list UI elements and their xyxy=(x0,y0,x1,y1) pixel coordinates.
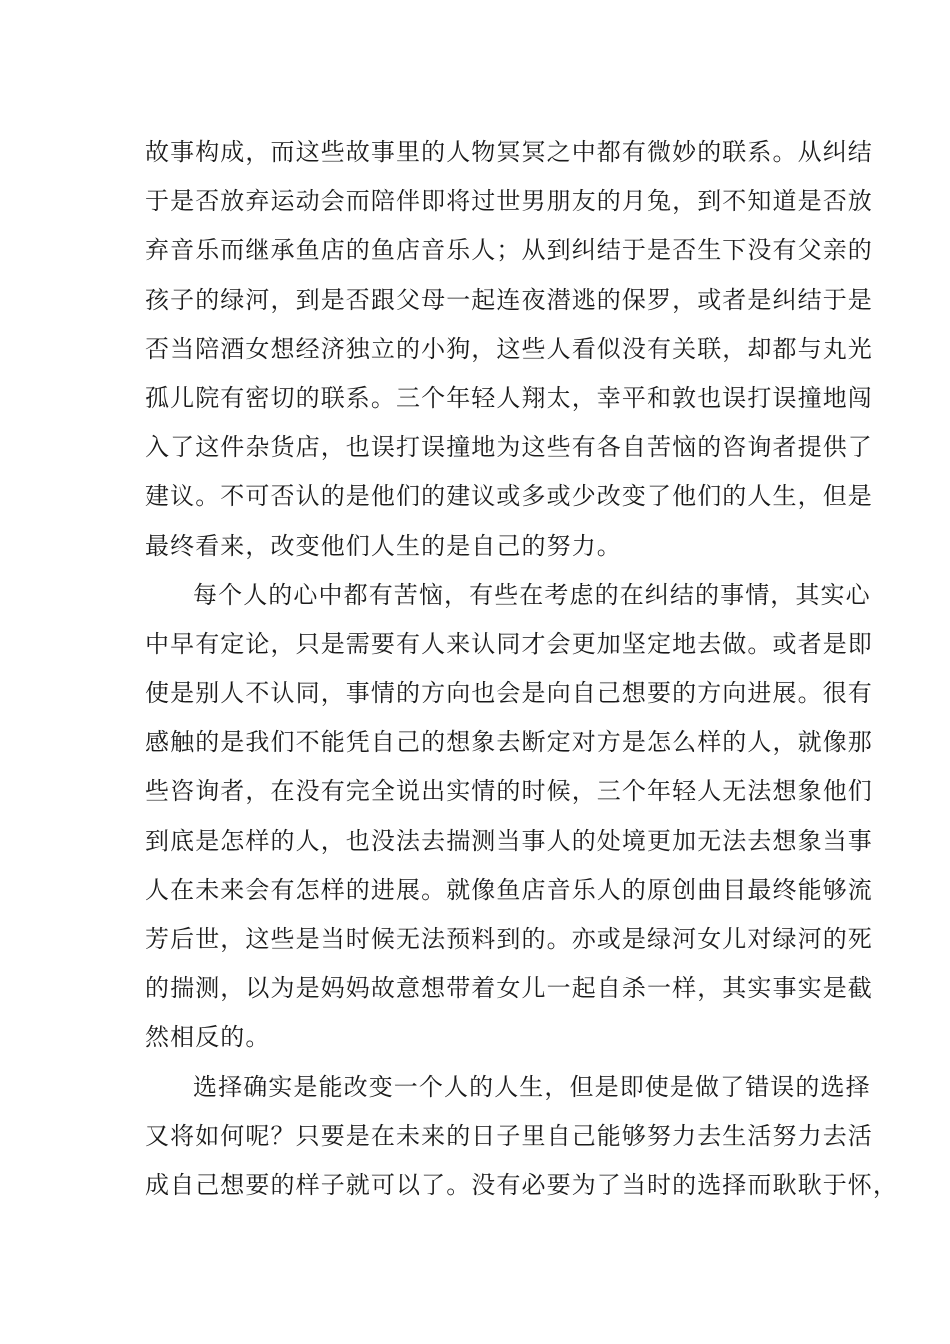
text-line: 到底是怎样的人，也没法去揣测当事人的处境更加无法去想象当事 xyxy=(145,826,873,855)
text-line: 入了这件杂货店，也误打误撞地为这些有各自苦恼的咨询者提供了 xyxy=(145,433,873,462)
text-line: 些咨询者，在没有完全说出实情的时候，三个年轻人无法想象他们 xyxy=(145,777,873,806)
text-line: 使是别人不认同，事情的方向也会是向自己想要的方向进展。很有 xyxy=(145,679,873,708)
text-line: 中早有定论，只是需要有人来认同才会更加坚定地去做。或者是即 xyxy=(145,629,873,658)
text-line: 否当陪酒女想经济独立的小狗，这些人看似没有关联，却都与丸光 xyxy=(145,334,873,363)
text-line: 成自己想要的样子就可以了。没有必要为了当时的选择而耿耿于怀， xyxy=(145,1170,898,1199)
text-line: 孩子的绿河，到是否跟父母一起连夜潜逃的保罗，或者是纠结于是 xyxy=(145,285,873,314)
body-text xyxy=(145,128,898,1210)
paragraph-start-line: 选择确实是能改变一个人的人生，但是即使是做了错误的选择 xyxy=(193,1072,871,1101)
text-line: 于是否放弃运动会而陪伴即将过世男朋友的月兔，到不知道是否放 xyxy=(145,187,873,216)
text-line: 又将如何呢？只要是在未来的日子里自己能够努力去生活努力去活 xyxy=(145,1121,873,1150)
text-line: 感触的是我们不能凭自己的想象去断定对方是怎么样的人，就像那 xyxy=(145,728,873,757)
text-line: 然相反的。 xyxy=(145,1023,271,1052)
text-line: 的揣测，以为是妈妈故意想带着女儿一起自杀一样，其实事实是截 xyxy=(145,974,873,1003)
text-line: 建议。不可否认的是他们的建议或多或少改变了他们的人生，但是 xyxy=(145,482,873,511)
paragraph-start-line: 每个人的心中都有苦恼，有些在考虑的在纠结的事情，其实心 xyxy=(193,580,871,609)
text-line: 弃音乐而继承鱼店的鱼店音乐人；从到纠结于是否生下没有父亲的 xyxy=(145,236,873,265)
text-line: 人在未来会有怎样的进展。就像鱼店音乐人的原创曲目最终能够流 xyxy=(145,875,873,904)
text-line: 芳后世，这些是当时候无法预料到的。亦或是绿河女儿对绿河的死 xyxy=(145,925,873,953)
text-line: 孤儿院有密切的联系。三个年轻人翔太，幸平和敦也误打误撞地闯 xyxy=(145,383,873,412)
text-line: 故事构成，而这些故事里的人物冥冥之中都有微妙的联系。从纠结 xyxy=(145,138,873,166)
text-line: 最终看来，改变他们人生的是自己的努力。 xyxy=(145,531,622,560)
